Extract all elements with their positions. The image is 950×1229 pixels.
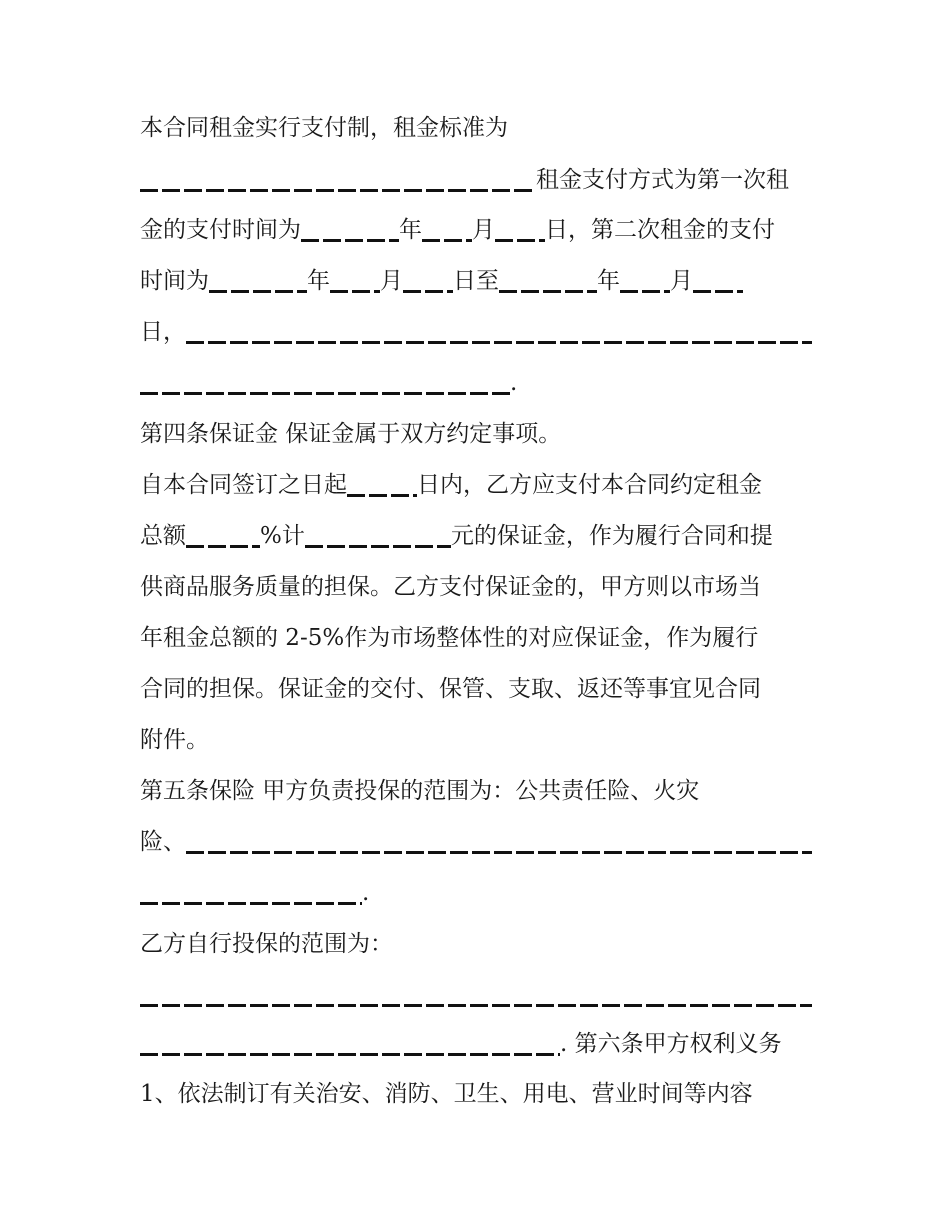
text-line: [140, 720, 812, 760]
text-line: [140, 1024, 812, 1064]
text-line: [140, 210, 812, 250]
text-line: [140, 160, 812, 200]
fill-blank[interactable]: [140, 189, 536, 192]
line-text: 第四条保证金 保证金属于双方约定事项。: [140, 421, 562, 447]
fill-blank[interactable]: [305, 545, 451, 548]
line-text: 年: [307, 268, 330, 294]
fill-blank[interactable]: [186, 851, 812, 854]
line-text: 供商品服务质量的担保。乙方支付保证金的，甲方则以市场当: [140, 574, 761, 600]
line-text: 租金支付方式为第一次租: [536, 167, 789, 193]
fill-blank[interactable]: [495, 239, 545, 242]
line-text: 险、: [140, 829, 186, 855]
text-line: [140, 873, 812, 913]
text-line: [140, 1074, 812, 1114]
text-line: [140, 924, 812, 964]
line-text: 日，第二次租金的支付: [545, 217, 775, 243]
text-line: [140, 975, 812, 1015]
line-text: 第五条保险 甲方负责投保的范围为：公共责任险、火灾: [140, 778, 700, 804]
line-text: 日内，乙方应支付本合同约定租金: [417, 472, 762, 498]
line-text: %计: [260, 523, 305, 549]
line-text: 金的支付时间为: [140, 217, 301, 243]
text-line: [140, 567, 812, 607]
line-text: 年: [399, 217, 422, 243]
text-line: [140, 669, 812, 709]
line-text: 乙方自行投保的范围为：: [140, 931, 393, 957]
line-text: 日，: [140, 319, 186, 345]
line-text: .: [362, 880, 370, 906]
line-text: 本合同租金实行支付制，租金标准为: [140, 115, 508, 141]
fill-blank[interactable]: [330, 290, 380, 293]
line-text: 1、依法制订有关治安、消防、卫生、用电、营业时间等内容: [140, 1081, 753, 1107]
fill-blank[interactable]: [403, 290, 453, 293]
text-line: [140, 516, 812, 556]
line-text: 总额: [140, 523, 186, 549]
fill-blank[interactable]: [347, 494, 417, 497]
line-text: .: [510, 370, 518, 396]
line-text: 元的保证金，作为履行合同和提: [450, 523, 773, 549]
text-line: [140, 618, 812, 658]
line-text: 月: [670, 268, 693, 294]
fill-blank[interactable]: [140, 1004, 812, 1007]
text-line: [140, 261, 812, 301]
line-text: 自本合同签订之日起: [140, 472, 347, 498]
fill-blank[interactable]: [186, 341, 812, 344]
text-line: [140, 312, 812, 352]
fill-blank[interactable]: [620, 290, 670, 293]
line-text: 日至: [453, 268, 499, 294]
fill-blank[interactable]: [693, 290, 743, 293]
text-line: [140, 822, 812, 862]
fill-blank[interactable]: [186, 545, 260, 548]
fill-blank[interactable]: [209, 290, 307, 293]
line-text: 时间为: [140, 268, 209, 294]
line-text: 合同的担保。保证金的交付、保管、支取、返还等事宜见合同: [140, 676, 761, 702]
line-text: 附件。: [140, 727, 209, 753]
fill-blank[interactable]: [140, 902, 362, 905]
text-line: [140, 465, 812, 505]
fill-blank[interactable]: [301, 239, 399, 242]
fill-blank[interactable]: [499, 290, 597, 293]
section-heading: [140, 414, 812, 454]
fill-blank[interactable]: [140, 1053, 560, 1056]
line-text: 月: [380, 268, 403, 294]
fill-blank[interactable]: [422, 239, 472, 242]
line-text: 年: [597, 268, 620, 294]
line-text: 年租金总额的 2-5%作为市场整体性的对应保证金，作为履行: [140, 625, 759, 651]
fill-blank[interactable]: [140, 392, 510, 395]
section-heading: [140, 771, 812, 811]
line-text: 月: [472, 217, 495, 243]
text-line: [140, 108, 812, 148]
line-text: . 第六条甲方权利义务: [560, 1031, 782, 1057]
text-line: [140, 363, 812, 403]
